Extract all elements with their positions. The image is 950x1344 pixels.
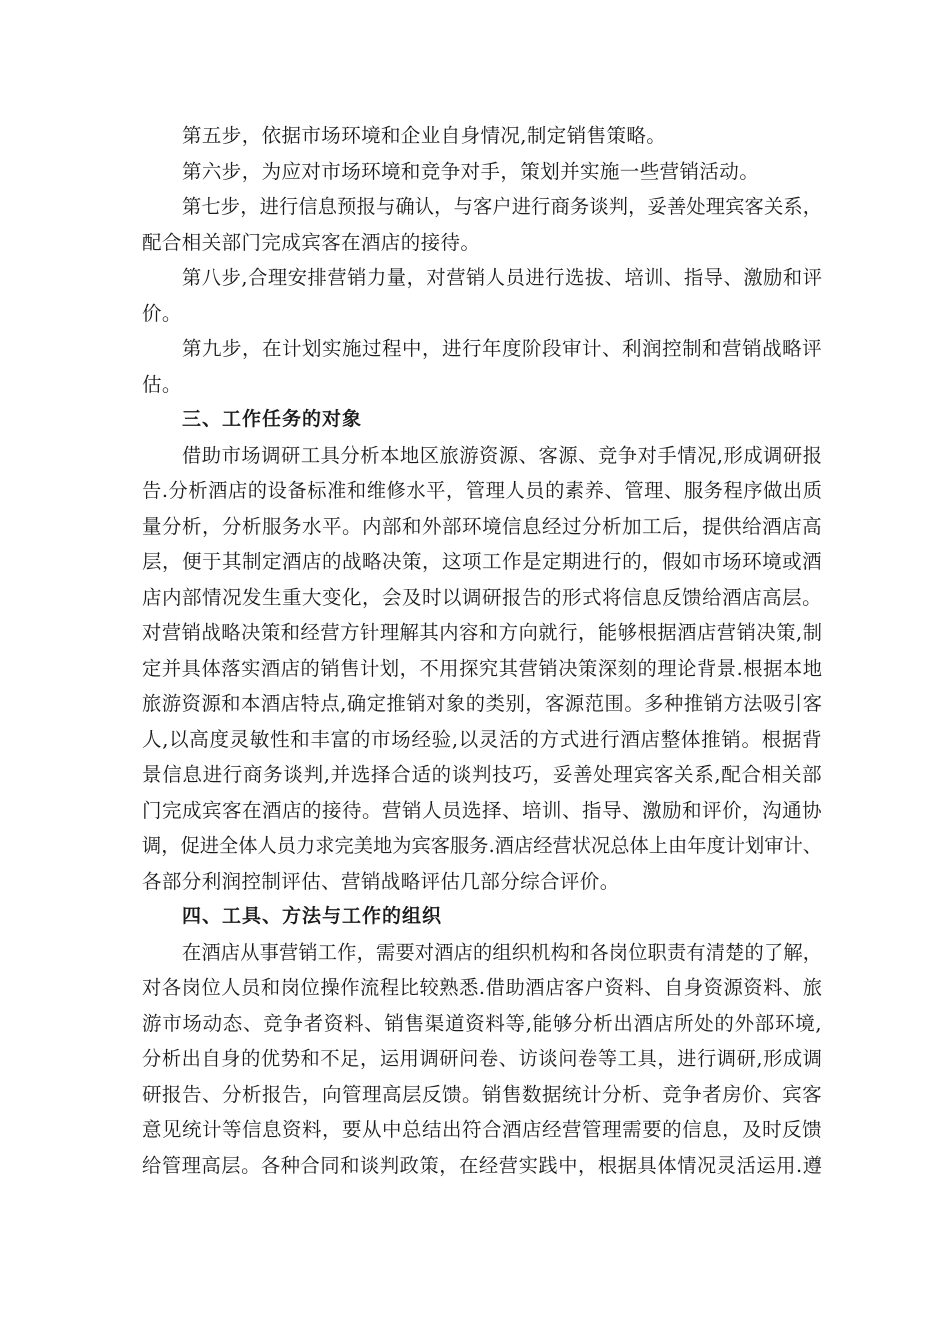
paragraph-step-7	[142, 189, 822, 260]
text-line: 价。	[142, 301, 182, 325]
document-page	[142, 118, 822, 1183]
text-line: 第八步,合理安排营销力量，对营销人员进行选拔、培训、指导、激励和评	[182, 266, 822, 289]
text-line: 门完成宾客在酒店的接待。营销人员选择、培训、指导、激励和评价，沟通协	[142, 798, 822, 822]
text-line: 给管理高层。各种合同和谈判政策，在经营实践中，根据具体情况灵活运用.遵	[142, 1153, 822, 1177]
text-line: 意见统计等信息资料，要从中总结出符合酒店经营管理需要的信息，及时反馈	[142, 1118, 822, 1141]
paragraph-step-8	[142, 260, 822, 331]
section-heading-4: 四、工具、方法与工作的组织	[182, 905, 443, 927]
paragraph-tools-methods	[142, 935, 822, 1184]
paragraph-step-5	[142, 118, 822, 154]
text-line: 估。	[142, 372, 182, 396]
text-line: 告.分析酒店的设备标准和维修水平，管理人员的素养、管理、服务程序做出质	[142, 479, 822, 502]
text-line: 第五步，依据市场环境和企业自身情况,制定销售策略。	[182, 124, 667, 147]
text-line: 对营销战略决策和经营方针理解其内容和方向就行，能够根据酒店营销决策,制	[142, 621, 822, 644]
text-line: 第九步，在计划实施过程中，进行年度阶段审计、利润控制和营销战略评	[182, 337, 822, 360]
text-line: 分析出自身的优势和不足，运用调研问卷、访谈问卷等工具，进行调研,形成调	[142, 1047, 822, 1070]
text-line: 店内部情况发生重大变化，会及时以调研报告的形式将信息反馈给酒店高层。	[142, 585, 822, 609]
text-line: 人,以高度灵敏性和丰富的市场经验,以灵活的方式进行酒店整体推销。根据背	[142, 727, 822, 751]
text-line: 研报告、分析报告，向管理高层反馈。销售数据统计分析、竞争者房价、宾客	[142, 1082, 822, 1106]
text-line: 第六步，为应对市场环境和竞争对手，策划并实施一些营销活动。	[182, 159, 760, 183]
text-line: 旅游资源和本酒店特点,确定推销对象的类别，客源范围。多种推销方法吸引客	[142, 692, 822, 715]
text-line: 量分析，分析服务水平。内部和外部环境信息经过分析加工后，提供给酒店高	[142, 514, 822, 538]
text-line: 借助市场调研工具分析本地区旅游资源、客源、竞争对手情况,形成调研报	[182, 443, 822, 467]
text-line: 调，促进全体人员力求完美地为宾客服务.酒店经营状况总体上由年度计划审计、	[142, 834, 822, 857]
text-line: 对各岗位人员和岗位操作流程比较熟悉.借助酒店客户资料、自身资源资料、旅	[142, 976, 822, 999]
paragraph-step-9	[142, 331, 822, 402]
text-line: 景信息进行商务谈判,并选择合适的谈判技巧，妥善处理宾客关系,配合相关部	[142, 763, 822, 786]
text-line: 在酒店从事营销工作，需要对酒店的组织机构和各岗位职责有清楚的了解，	[182, 940, 822, 964]
paragraph-step-6	[142, 154, 822, 190]
section-heading-3: 三、工作任务的对象	[182, 408, 363, 430]
text-line: 第七步，进行信息预报与确认，与客户进行商务谈判，妥善处理宾客关系，	[182, 195, 822, 218]
text-line: 各部分利润控制评估、营销战略评估几部分综合评价。	[142, 869, 620, 893]
text-line: 层，便于其制定酒店的战略决策，这项工作是定期进行的，假如市场环境或酒	[142, 550, 822, 573]
text-line: 定并具体落实酒店的销售计划，不用探究其营销决策深刻的理论背景.根据本地	[142, 656, 822, 680]
paragraph-task-objects	[142, 438, 822, 900]
text-line: 配合相关部门完成宾客在酒店的接待。	[142, 230, 481, 254]
text-line: 游市场动态、竞争者资料、销售渠道资料等,能够分析出酒店所处的外部环境,	[142, 1011, 822, 1035]
